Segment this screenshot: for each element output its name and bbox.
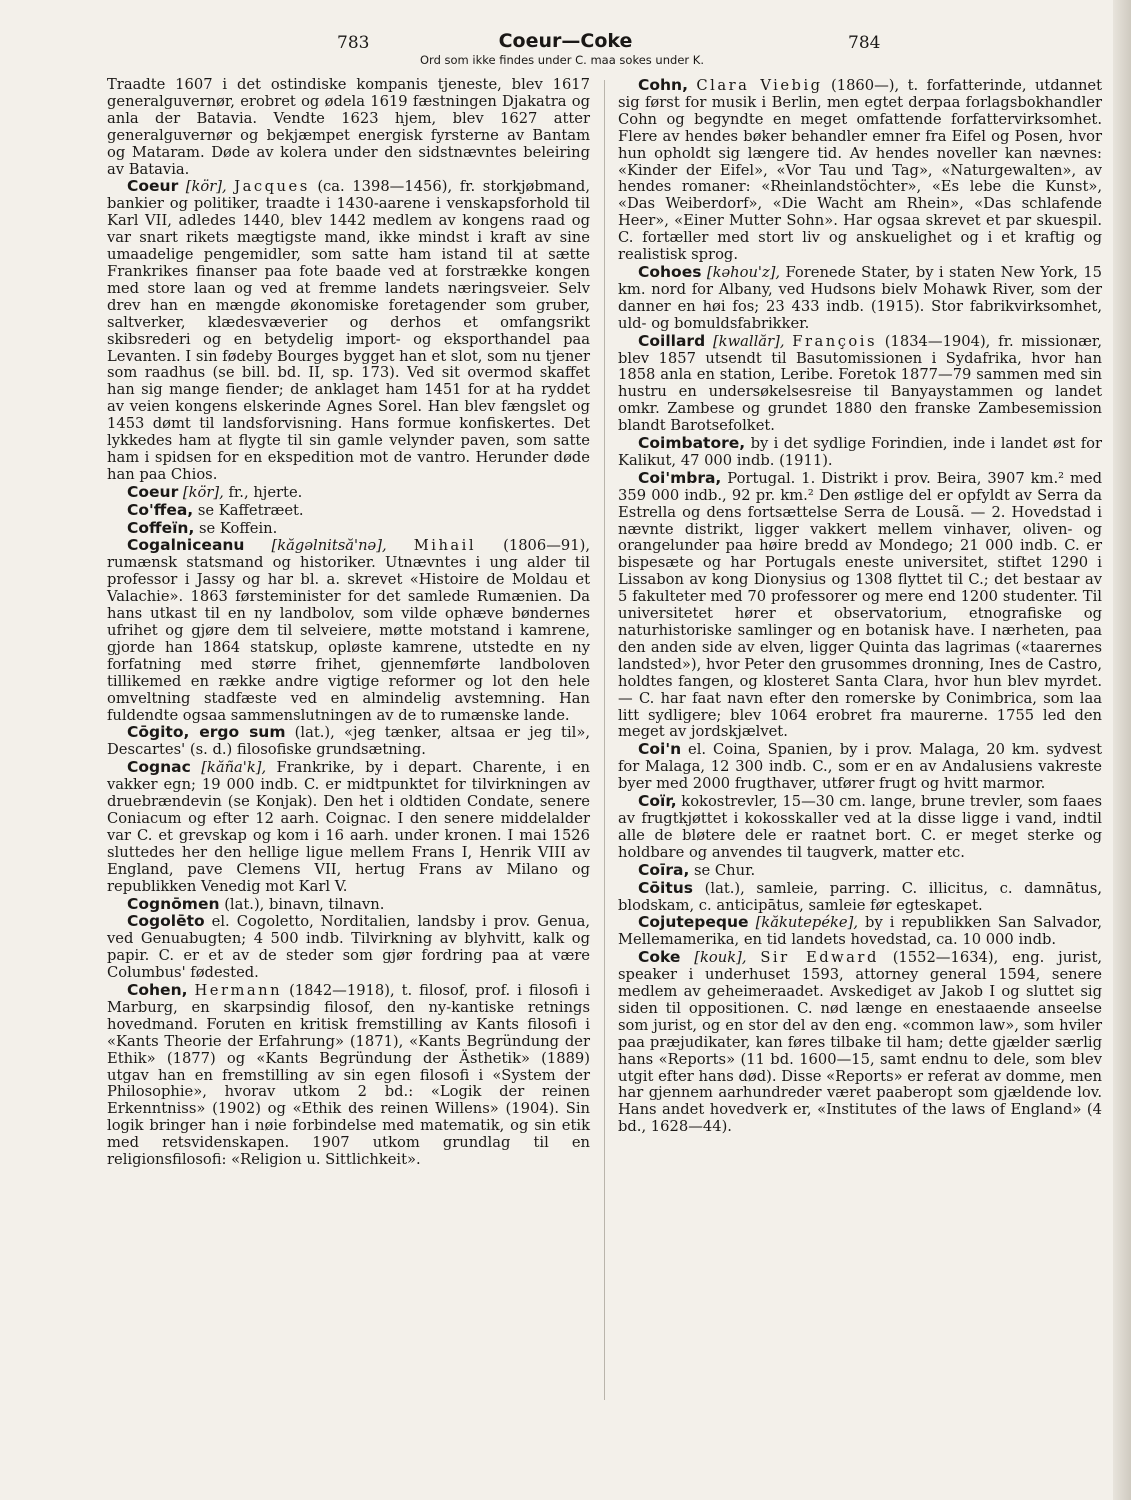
- entry-headword: Coffeïn,: [127, 518, 195, 537]
- entry-text: (1834—1904), fr. missionær, blev 1857 utsendt til Basutomissionen i Sydafrika, hvor han 1858 anla en station, Leribe. Foretok 1877—79 sammen med sin hustru en undersøkelsesreise til Banyaystammen og landet omkr. Zambese og grundet 1880 den franske Zambesemission blandt Barotsefolket.: [618, 332, 1102, 435]
- dictionary-entry: [107, 77, 590, 178]
- dictionary-entry: [618, 435, 1102, 470]
- dictionary-entry: [107, 484, 590, 502]
- dictionary-entry: [618, 949, 1102, 1136]
- entry-name: Sir Edward: [760, 949, 879, 967]
- page-header: [0, 30, 1131, 73]
- entry-text: (lat.), binavn, tilnavn.: [224, 895, 385, 913]
- page-edge: [1113, 0, 1131, 1500]
- entry-text: Frankrike, by i depart. Charente, i en vakker egn; 19 000 indb. C. er midtpunktet for tilvirkningen av druebrændevin (se Konjak). Den het i oldtiden Condate, senere Coniacum og efter 12 aarh. Coignac. I den senere middelalder var C. et grevskap og kom i 16 aarh. under kronen. I mai 1526 sluttedes her den hellige ligue mellem Frans I, Henrik VIII av England, pave Clemens VII, hertug Frans av Milano og republikken Venedig mot Karl V.: [107, 759, 590, 895]
- dictionary-entry: [618, 914, 1102, 949]
- entry-pronunciation: [kəhou'z],: [706, 263, 781, 281]
- left-column: [107, 77, 590, 1169]
- entry-headword: Coïr,: [638, 792, 677, 811]
- entry-headword: Cojutepeque: [638, 913, 749, 932]
- dictionary-entry: [107, 724, 590, 759]
- left-page-number: 783: [337, 33, 370, 53]
- entry-name: François: [792, 332, 877, 350]
- entry-text: se Koffein.: [199, 519, 278, 537]
- entry-text: by i republikken San Salvador, Mellemamerika, en tid landets hovedstad, ca. 10 000 indb.: [618, 914, 1103, 949]
- entry-text: se Kaffetræet.: [197, 501, 304, 519]
- entry-text: (1552—1634), eng. jurist, speaker i underhuset 1593, attorney general 1594, senere medlem av geheimeraadet. Avskediget av Jakob I og sluttet sig siden til oppositionen. C. nød længe en enestaaende anseelse som jurist, og en stor del av den eng. «common law», som hviler paa præjudikater, kan føres tilbake til ham; dette gjælder særlig hans «Reports» (11 bd. 1600—15, samt endnu to dele, som blev utgit efter hans død). Disse «Reports» er referat av domme, men har gjennem aarhundreder været paaberopt som gjældende lov. Hans andet hovedverk er, «Institutes of the laws of England» (4 bd., 1628—44).: [618, 949, 1103, 1136]
- entry-headword: Coke: [638, 948, 681, 967]
- entry-text: (ca. 1398—1456), fr. storkjøbmand, bankier og politiker, traadte i 1430-aarene i venskapsforhold til Karl VII, adledes 1440, blev 1442 medlem av kongens raad og var snart rikets mægtigste mand, ikke mindst i kraft av sine umaadelige pengemidler, som satte ham istand til at sætte Frankrikes finanser paa fote baade ved at forstrække kongen med store laan og ved at fremme landets næringsveier. Selv drev han en mængde økonomiske foretagender som gruber, saltverker, klædesvæverier og derhos et omfangsrikt skibsrederi og en betydelig import- og eksporthandel paa Levanten. I sin fødeby Bourges bygget han et slot, som nu tjener som raadhus (se bill. bd. II, sp. 173). Ved sit overmod skaffet han sig mange fiender; de anklaget ham 1451 for at ha ryddet av veien kongens elskerinde Agnes Sorel. Han blev fængslet og 1453 dømt til landsforvisning. Hans formue konfiskertes. Det lykkedes ham at flygte til sin gamle velynder paven, som satte ham i spidsen for en ekspedition mot de vantro. Herunder døde han paa Chios.: [107, 178, 590, 483]
- entry-headword: Cōgito, ergo sum: [127, 723, 286, 742]
- entry-name: Mihail: [413, 537, 477, 555]
- entry-name: Jacques: [234, 178, 310, 196]
- entry-headword: Coi'n: [638, 740, 682, 759]
- entry-headword: Coi'mbra,: [638, 468, 722, 487]
- entry-pronunciation: [kör],: [185, 178, 227, 196]
- dictionary-entry: [107, 178, 590, 483]
- entry-headword: Cogalniceanu: [127, 536, 245, 555]
- dictionary-entry: [618, 793, 1102, 862]
- dictionary-entry: [107, 520, 590, 538]
- entry-pronunciation: [kouk],: [694, 949, 747, 967]
- entry-text: kokostrevler, 15—30 cm. lange, brune trevler, som faaes av frugtkjøttet i kokosskaller ved at la disse ligge i vand, indtil alle de bløtere dele er raatnet bort. C. er meget sterke og holdbare og anvendes til taugverk, matter etc.: [618, 793, 1103, 861]
- entry-text: by i det sydlige Forindien, inde i landet øst for Kalikut, 47 000 indb. (1911).: [618, 435, 1103, 469]
- entry-headword: Cohn,: [638, 76, 688, 94]
- dictionary-entry: [107, 913, 590, 982]
- right-page-number: 784: [848, 33, 881, 53]
- running-title: Coeur—Coke: [498, 30, 633, 52]
- dictionary-entry: [107, 759, 590, 895]
- entry-text: (lat.), samleie, parring. C. illicitus, c. damnātus, blodskam, c. anticipātus, samleie før egteskapet.: [618, 879, 1102, 914]
- entry-headword: Co'ffea,: [127, 500, 194, 519]
- entry-headword: Coeur: [127, 177, 179, 196]
- entry-text: (lat.), «jeg tænker, altsaa er jeg til», Descartes' (s. d.) filosofiske grundsætning.: [107, 724, 590, 759]
- entry-text: (1860—), t. forfatterinde, utdannet sig først for musik i Berlin, men egtet derpaa forlagsbokhandler Cohn og begyndte en meget omfattende forfattervirksomhet. Flere av hendes bøker behandler emner fra Eifel og Posen, hvor hun opholdt sig længere tid. Av hendes noveller kan nævnes: «Kinder der Eifel», «Vor Tau und Tag», «Naturgewalten», av hendes romaner: «Rheinlandstöchter», «Es lebe die Kunst», «Das Weiberdorf», «Die Wacht am Rhein», «Das schlafende Heer», «Einer Mutter Sohn». Har ogsaa skrevet et par skuespil. C. fortæller med stort liv og anskuelighet og i et kraftig og realistisk sprog.: [618, 77, 1103, 264]
- entry-pronunciation: [kör],: [182, 483, 224, 501]
- entry-headword: Cogolēto: [127, 912, 205, 931]
- entry-headword: Coimbatore,: [638, 434, 746, 453]
- entry-text: el. Coina, Spanien, by i prov. Malaga, 20 km. sydvest for Malaga, 12 300 indb. C., som er en av Andalusiens vakreste byer med 2000 frugthaver, utfører frugt og hvitt marmor.: [618, 741, 1103, 793]
- entry-headword: Cognac: [127, 758, 191, 777]
- entry-text: (1806—91), rumænsk statsmand og historiker. Utnævntes i ung alder til professor i Jassy og har bl. a. skrevet «Histoire de Moldau et Valachie». 1863 førsteminister for det samlede Rumænien. Da hans utkast til en ny landbolov, som vilde ophæve bøndernes ufrihet og gjøre dem til selveiere, møtte motstand i kamrene, gjorde han 1864 statskup, opløste kamrene, utstedte en ny forfatning med større frihet, gjennemførte landboloven tillikemed en række andre vigtige reformer og lot den hele omveltning stadfæste ved en almindelig avstemning. Han fuldendte ogsaa sammenslutningen av de to rumænske lande.: [107, 537, 591, 724]
- entry-headword: Cohen,: [127, 981, 188, 1000]
- entry-headword: Cohoes: [638, 262, 702, 281]
- dictionary-entry: [107, 537, 590, 724]
- header-note: Ord som ikke findes under C. maa sokes under K.: [420, 53, 704, 67]
- entry-headword: Coīra,: [638, 860, 690, 879]
- dictionary-entry: [618, 741, 1102, 793]
- entry-text: Portugal. 1. Distrikt i prov. Beira, 3907 km.² med 359 000 indb., 92 pr. km.² Den østlige del er opfyldt av Serra da Estrella og dens fortsættelse Serra de Lousã. — 2. Hovedstad i nævnte distrikt, ligger vakkert mellem vinhaver, oliven- og orangelunder paa høire bredd av Mondego; 21 000 indb. C. er bispesæte og har Portugals eneste universitet, stiftet 1290 i Lissabon av kong Dionysius og 1308 flyttet til C.; det bestaar av 5 fakulteter med 70 professorer og mere end 1200 studenter. Til universitetet hører et observatorium, etnografiske og naturhistoriske samlinger og en botanisk have. I nærheten, paa den anden side av elven, ligger Quinta das lagrimas («taarernes landsted»), hvor Peter den grusommes dronning, Ines de Castro, holdtes fangen, og klosteret Santa Clara, hvor hun blev myrdet. — C. har faat navn efter den romerske by Conimbrica, som laa litt sydligere; blev 1064 erobret fra maurerne. 1755 led den meget av jordskjælvet.: [618, 469, 1103, 741]
- dictionary-entry: [107, 982, 590, 1169]
- dictionary-entry: [618, 880, 1102, 915]
- entry-headword: Cognōmen: [127, 894, 220, 913]
- entry-name: Clara Viebig: [696, 77, 823, 94]
- entry-pronunciation: [kwallăr],: [712, 332, 785, 350]
- column-divider: [604, 80, 605, 1400]
- entry-headword: Cōitus: [638, 878, 694, 897]
- entry-pronunciation: [kăña'k],: [201, 759, 267, 777]
- entry-headword: Coillard: [638, 331, 706, 350]
- entry-pronunciation: [kăgəlnitsă'nə],: [271, 537, 387, 555]
- dictionary-entry: [618, 470, 1102, 742]
- entry-text: se Chur.: [694, 861, 756, 879]
- dictionary-entry: [107, 896, 590, 914]
- dictionary-entry: [107, 502, 590, 520]
- entry-headword: Coeur: [127, 482, 179, 501]
- entry-text: fr., hjerte.: [228, 483, 303, 501]
- entry-text: el. Cogoletto, Norditalien, landsby i prov. Genua, ved Genuabugten; 4 500 indb. Tilvirkning av blyhvitt, kalk og papir. C. er et av de steder som gjør fordring paa at være Columbus' fødested.: [107, 913, 591, 982]
- right-column: [618, 77, 1102, 1136]
- entry-text: (1842—1918), t. filosof, prof. i filosofi i Marburg, en skarpsindig filosof, den ny-kantiske retnings hovedmand. Foruten en kritisk fremstilling av Kants filosofi i «Kants Theorie der Erfahrung» (1871), «Kants Begründung der Ethik» (1877) og «Kants Begründung der Ästhetik» (1889) utgav han en fremstilling av sin egen filosofi i «System der Philosophie», hvorav utkom 2 bd.: «Logik der reinen Erkenntniss» (1902) og «Ethik des reinen Willens» (1904). Sin logik bringer han i nøie forbindelse med matematik, og sin etik med retsvidenskapen. 1907 utkom grundlag til en religionsfilosofi: «Religion u. Sittlichkeit».: [107, 982, 591, 1169]
- entry-name: Hermann: [194, 982, 283, 1000]
- dictionary-entry: [618, 77, 1102, 264]
- dictionary-entry: [618, 862, 1102, 880]
- entry-pronunciation: [kăkutepéke],: [755, 914, 859, 932]
- dictionary-entry: [618, 264, 1102, 333]
- entry-text: Forenede Stater, by i staten New York, 15 km. nord for Albany, ved Hudsons bielv Mohawk River, som der danner en høi fos; 23 433 indb. (1915). Stor fabrikvirksomhet, uld- og bomuldsfabrikker.: [618, 263, 1103, 332]
- entry-text: Traadte 1607 i det ostindiske kompanis tjeneste, blev 1617 generalguvernør, erobret og ødela 1619 fæstningen Djakatra og anla der Batavia. Vendte 1623 hjem, blev 1627 atter generalguvernør og bekjæmpet energisk fyrsterne av Bantam og Mataram. Døde av kolera under den sidstnævntes beleiring av Batavia.: [107, 76, 590, 178]
- dictionary-entry: [618, 333, 1102, 435]
